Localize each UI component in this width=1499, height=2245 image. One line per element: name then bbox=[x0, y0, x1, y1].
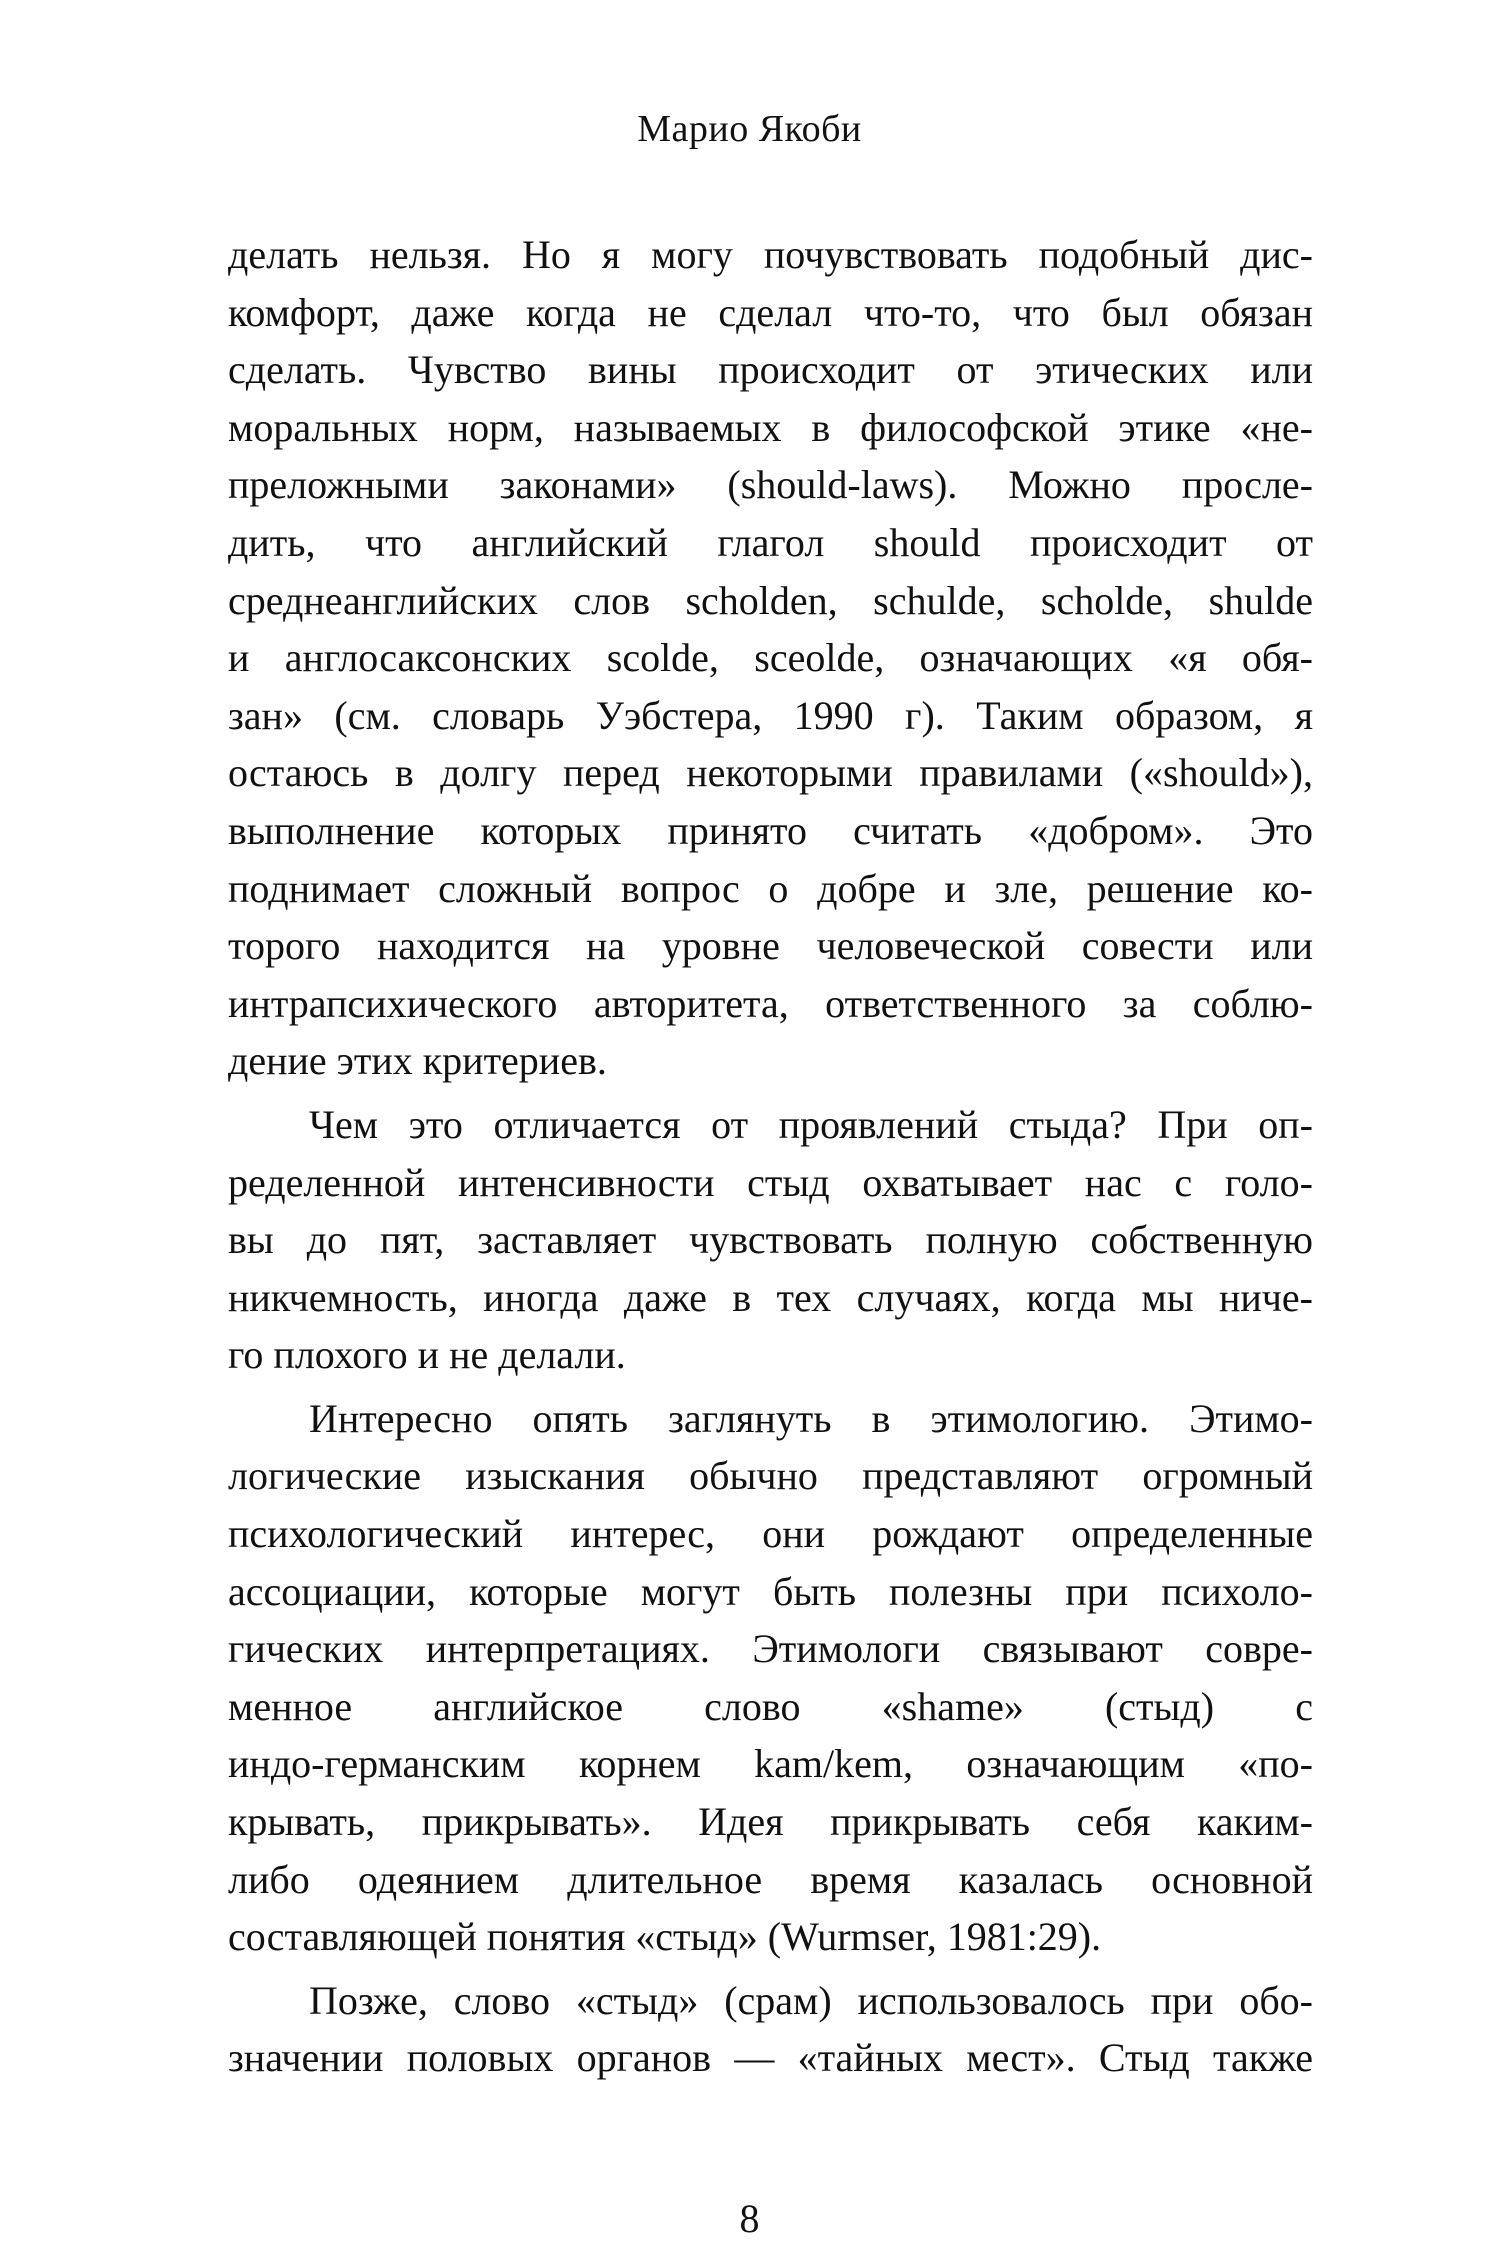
text-line: Интересно опять заглянуть в этимологию. Этимо- bbox=[309, 1395, 1313, 1441]
text-line: индо-германским корнем kam/kem, означающим «по- bbox=[228, 1741, 1313, 1787]
text-line: вы до пят, заставляет чувствовать полную собственную bbox=[228, 1217, 1313, 1263]
text-line: гических интерпретациях. Этимологи связывают совре- bbox=[228, 1626, 1313, 1672]
text-line: менное английское слово «shame» (стыд) с bbox=[228, 1683, 1313, 1729]
text-line: Чем это отличается от проявлений стыда? При оп- bbox=[309, 1101, 1313, 1147]
text-line: преложными законами» (should-laws). Можно просле- bbox=[228, 462, 1313, 508]
text-line: составляющей понятия «стыд» (Wurmser, 1981:29). bbox=[228, 1914, 1102, 1960]
text-line: поднимает сложный вопрос о добре и зле, решение ко- bbox=[228, 865, 1313, 911]
text-line: значении половых органов — «тайных мест». Стыд также bbox=[228, 2035, 1313, 2081]
body-text bbox=[228, 226, 1313, 2087]
paragraph-3 bbox=[228, 1390, 1313, 1966]
text-line: моральных норм, называемых в философской этике «не- bbox=[228, 404, 1313, 450]
text-line: среднеанглийских слов scholden, schulde, scholde, shulde bbox=[228, 577, 1313, 623]
text-line: логические изыскания обычно представляют огромный bbox=[228, 1453, 1313, 1499]
paragraph-4 bbox=[228, 1972, 1313, 2087]
paragraph-2 bbox=[228, 1096, 1313, 1384]
text-line: ределенной интенсивности стыд охватывает нас с голо- bbox=[228, 1159, 1313, 1205]
text-line: психологический интерес, они рождают определенные bbox=[228, 1511, 1313, 1557]
text-line: дение этих критериев. bbox=[228, 1038, 607, 1084]
text-line: остаюсь в долгу перед некоторыми правилами («should»), bbox=[228, 750, 1313, 796]
paragraph-1 bbox=[228, 226, 1313, 1090]
text-line: Позже, слово «стыд» (срам) использовалось при обо- bbox=[309, 1977, 1313, 2023]
text-line: зан» (см. словарь Уэбстера, 1990 г). Таким образом, я bbox=[228, 692, 1313, 738]
text-line: дить, что английский глагол should происходит от bbox=[228, 519, 1313, 565]
text-line: комфорт, даже когда не сделал что-то, что был обязан bbox=[228, 289, 1313, 335]
text-line: сделать. Чувство вины происходит от этических или bbox=[228, 347, 1313, 393]
page-number: 8 bbox=[739, 2196, 760, 2241]
text-line: выполнение которых принято считать «добром». Это bbox=[228, 807, 1313, 853]
text-line: крывать, прикрывать». Идея прикрывать себя каким- bbox=[228, 1799, 1313, 1845]
text-line: никчемность, иногда даже в тех случаях, когда мы ниче- bbox=[228, 1274, 1313, 1320]
text-line: ассоциации, которые могут быть полезны при психоло- bbox=[228, 1568, 1313, 1614]
text-line: либо одеянием длительное время казалась основной bbox=[228, 1856, 1313, 1902]
text-line: го плохого и не делали. bbox=[228, 1332, 626, 1378]
text-line: интрапсихического авторитета, ответственного за соблю- bbox=[228, 980, 1313, 1026]
text-line: делать нельзя. Но я могу почувствовать подобный дис- bbox=[228, 232, 1313, 277]
text-line: торого находится на уровне человеческой совести или bbox=[228, 923, 1313, 969]
running-head: Марио Якоби bbox=[637, 108, 862, 150]
text-line: и англосаксонских scolde, sceolde, означающих «я обя- bbox=[228, 635, 1313, 681]
